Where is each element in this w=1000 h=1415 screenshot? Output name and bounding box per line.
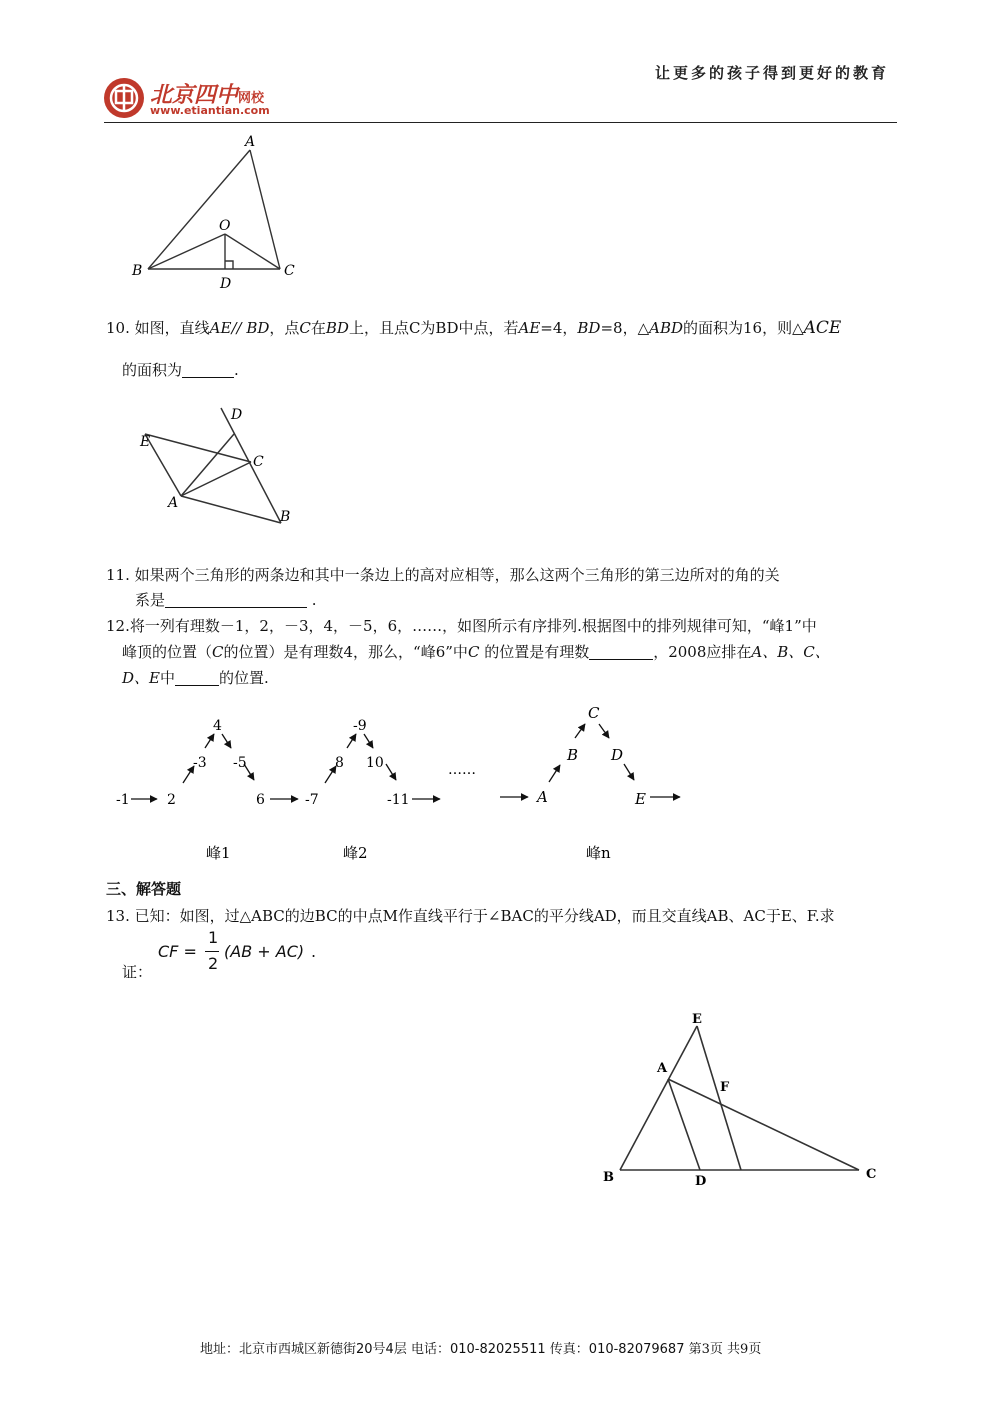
peak-letter-a: A xyxy=(537,788,548,806)
question-12: 12.将一列有理数－1，2，－3，4，－5，6，……，如图所示有序排列.根据图中的排列规律可知，“峰1”中 xyxy=(106,617,817,635)
logo-suffix: 网校 xyxy=(238,91,265,106)
footer xyxy=(200,1338,761,1357)
peak-num-10: 10 xyxy=(366,755,384,771)
peak-num-9: -9 xyxy=(353,718,367,734)
peak-letter-e: E xyxy=(635,790,646,808)
peak-num-6: 6 xyxy=(256,792,265,808)
peak-letter-d: D xyxy=(611,746,624,764)
peak-num-8: 8 xyxy=(335,755,344,771)
label-c: C xyxy=(253,454,264,470)
logo-name: 北京四中网校 xyxy=(150,82,265,108)
question-11-line2: 系是 . xyxy=(135,591,317,609)
figure-triangle-abc-o xyxy=(128,130,308,295)
peak-ellipsis: …… xyxy=(448,762,476,778)
label-c: C xyxy=(866,1167,877,1182)
question-10-line2: 的面积为 . xyxy=(122,361,239,379)
peak-num-2: 2 xyxy=(167,792,176,808)
label-c: C xyxy=(284,263,295,279)
label-a: A xyxy=(168,495,179,511)
footer-fax: 传真：010-82079687 xyxy=(549,1342,685,1357)
footer-phone: 电话：010-82025511 xyxy=(410,1342,546,1357)
label-o: O xyxy=(219,218,231,234)
question-13-prove: 证： xyxy=(122,963,153,981)
label-e: E xyxy=(692,1012,702,1027)
peak-letter-c: C xyxy=(588,704,600,722)
header-slogan: 让更多的孩子得到更好的教育 xyxy=(655,64,890,82)
footer-total: 共9页 xyxy=(727,1342,762,1357)
question-12-line2: 峰顶的位置（C的位置）是有理数4，那么，“峰6”中C 的位置是有理数 ，2008应排在A、B、C、 xyxy=(122,643,830,661)
label-a: A xyxy=(245,134,256,150)
footer-page: 第3页 xyxy=(688,1342,723,1357)
figure-parallel-lines xyxy=(135,400,305,530)
answer-blank[interactable] xyxy=(589,643,653,660)
peak-letter-b: B xyxy=(567,746,579,764)
question-12-line3: D、E中 的位置. xyxy=(122,669,269,687)
answer-blank[interactable] xyxy=(175,669,219,686)
peak-num-5: -5 xyxy=(233,755,247,771)
label-e: E xyxy=(140,434,151,450)
peak-num-11: -11 xyxy=(387,792,410,808)
peak-num-1: -1 xyxy=(116,792,130,808)
peak-label-1: 峰1 xyxy=(206,844,231,862)
logo-url: www.etiantian.com xyxy=(150,104,270,117)
peak-num-3: -3 xyxy=(193,755,207,771)
label-b: B xyxy=(132,263,143,279)
peaks-diagram xyxy=(100,700,700,870)
peak-num-4: 4 xyxy=(213,718,222,734)
question-10: 10. 如图，直线AE// BD，点C在BD上，且点C为BD中点，若AE=4，BD=8，△ABD的面积为16，则△ACE xyxy=(106,318,842,338)
section-title: 三、解答题 xyxy=(106,880,182,898)
peak-label-n: 峰n xyxy=(586,844,611,862)
label-b: B xyxy=(603,1170,614,1185)
answer-blank[interactable] xyxy=(165,591,307,608)
question-11: 11. 如果两个三角形的两条边和其中一条边上的高对应相等，那么这两个三角形的第三边所对的角的关 xyxy=(106,566,780,584)
footer-address: 地址：北京市西城区新德街20号4层 xyxy=(200,1342,407,1357)
answer-blank[interactable] xyxy=(182,361,234,378)
peak-num-7: -7 xyxy=(305,792,319,808)
logo-emblem-icon xyxy=(102,76,146,120)
logo xyxy=(102,76,146,120)
figure-triangle-bisector xyxy=(596,1005,886,1195)
label-d: D xyxy=(695,1174,707,1189)
header-divider xyxy=(104,122,897,123)
question-13: 13. 已知：如图，过△ABC的边BC的中点M作直线平行于∠BAC的平分线AD，而且交直线AB、AC于E、F.求 xyxy=(106,907,835,925)
label-b: B xyxy=(280,509,291,525)
label-a: A xyxy=(657,1061,668,1076)
label-d: D xyxy=(220,276,232,292)
label-f: F xyxy=(720,1080,730,1095)
peak-label-2: 峰2 xyxy=(343,844,368,862)
label-d: D xyxy=(231,407,243,423)
